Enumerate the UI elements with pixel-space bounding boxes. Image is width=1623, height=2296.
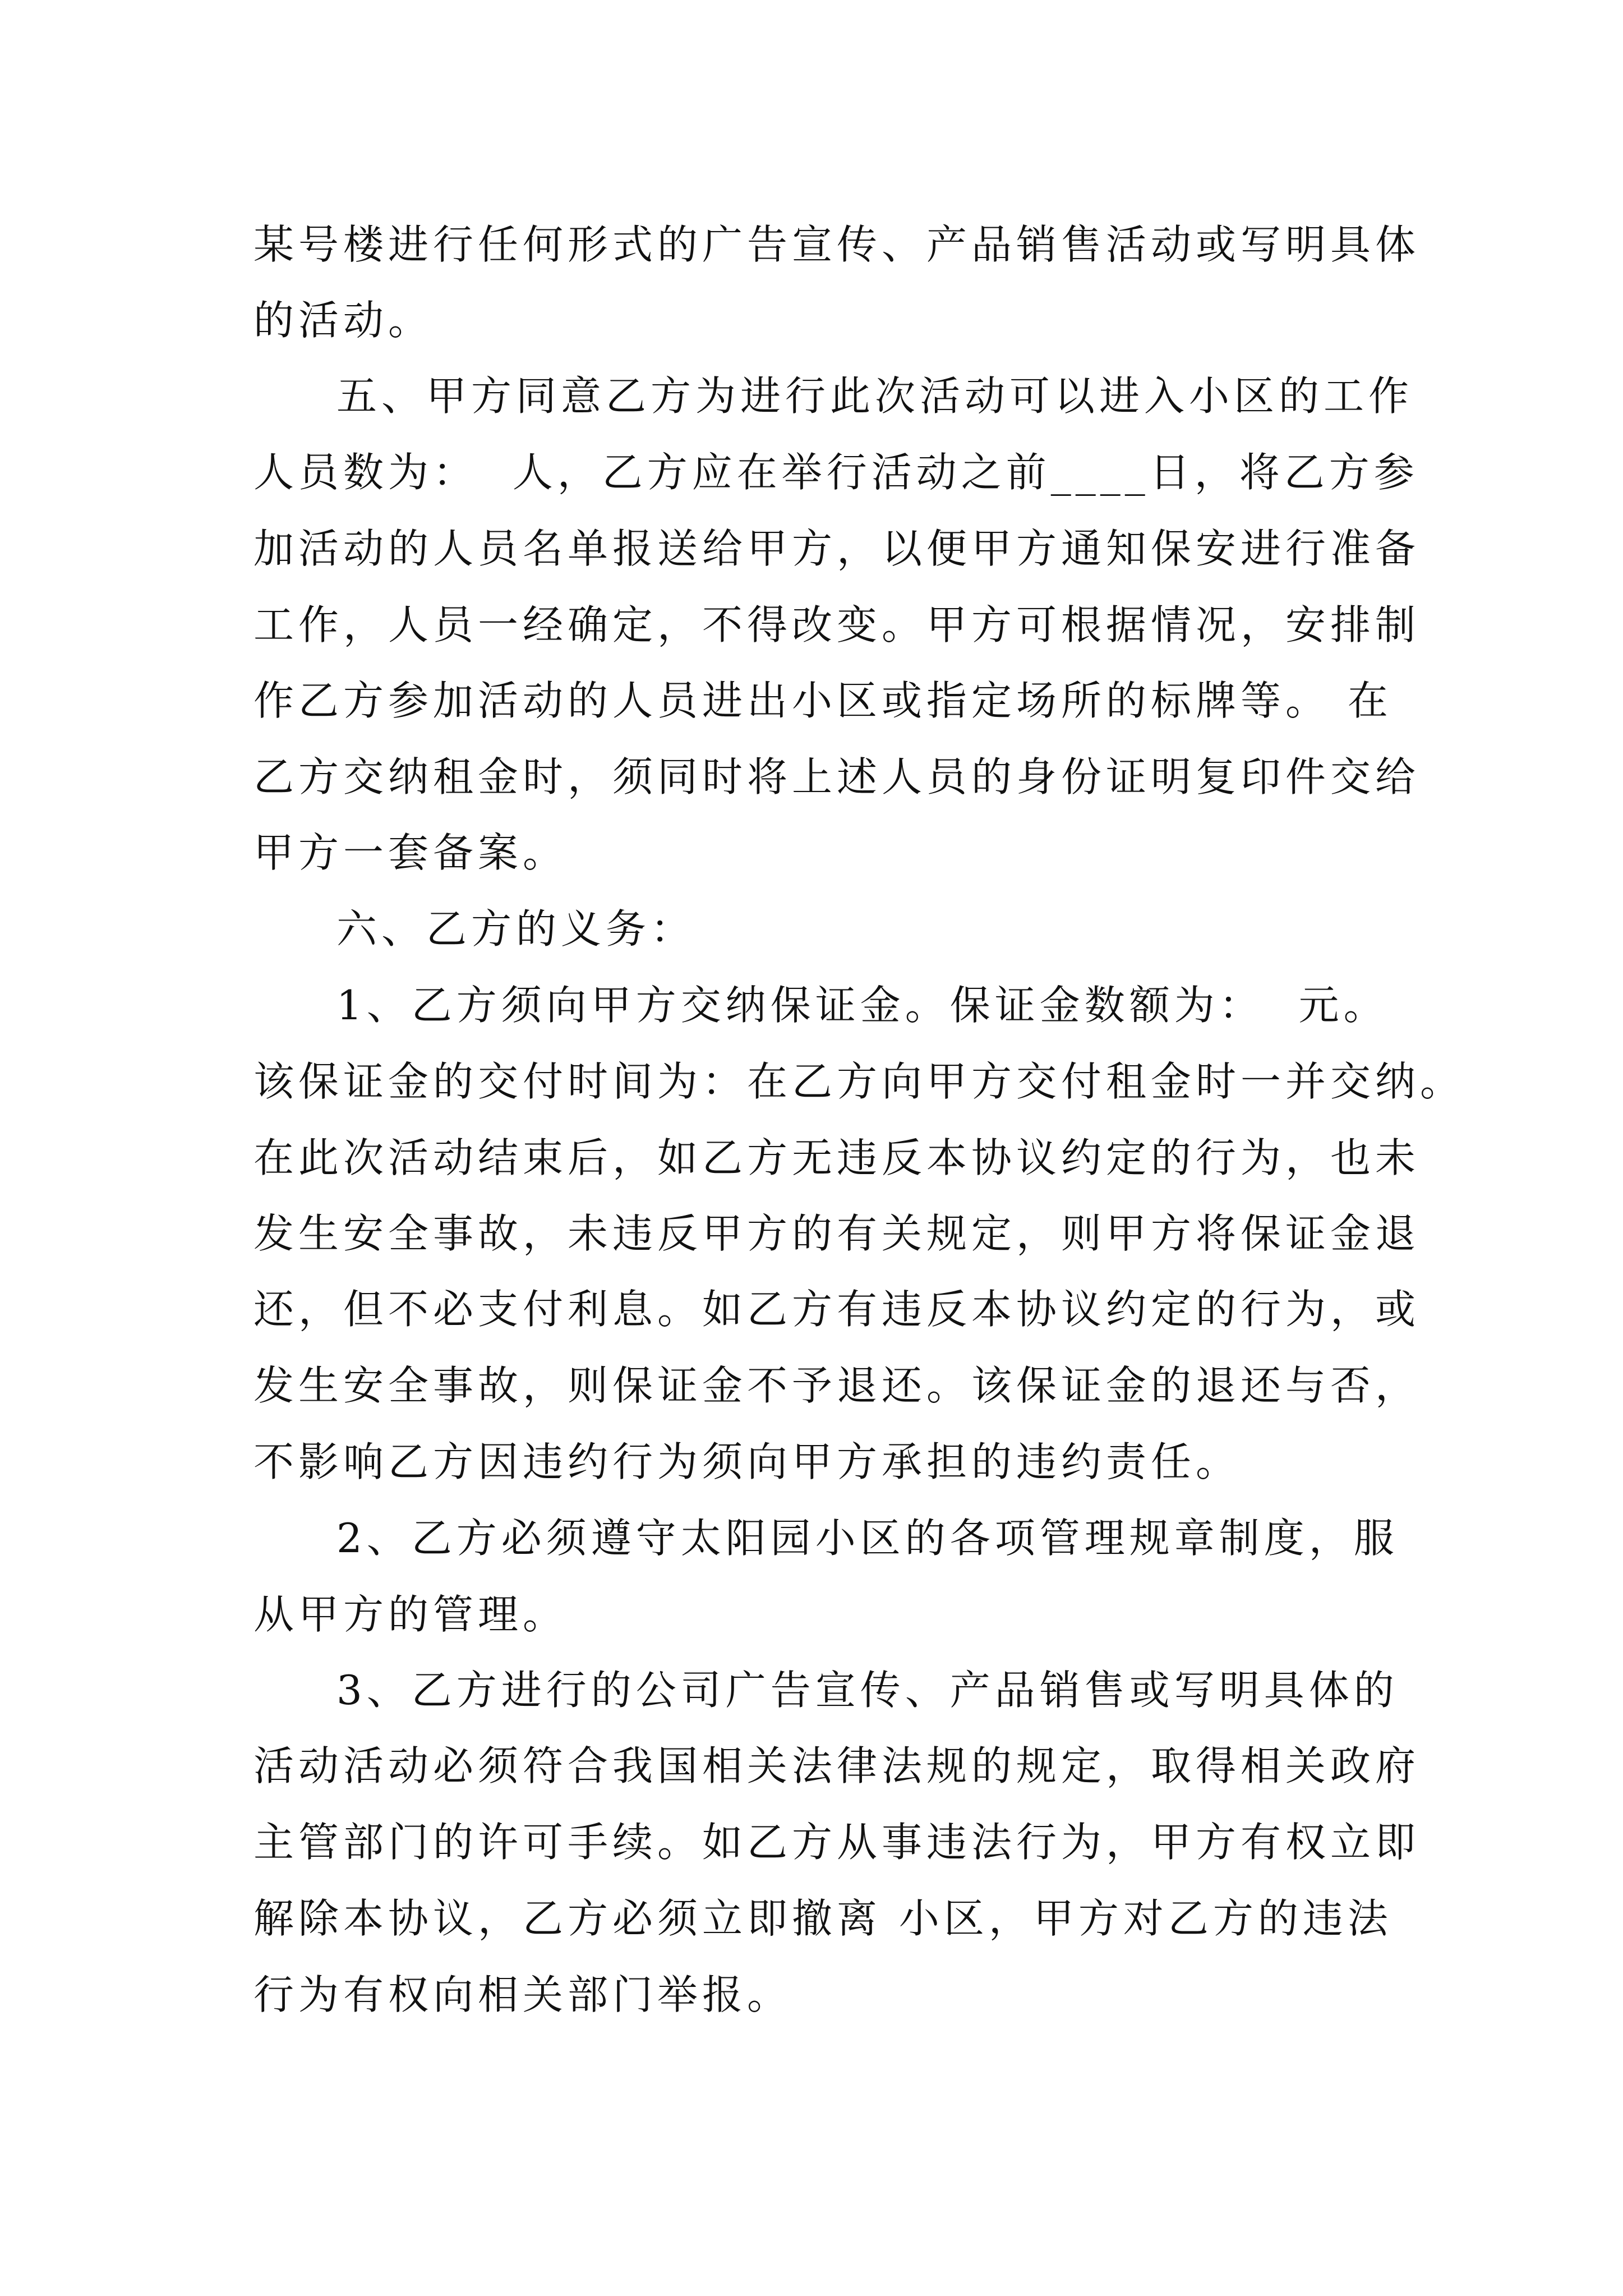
text-line: 从甲方的管理。 [253,1591,568,1638]
text-line: 解除本协议，乙方必须立即撤离 小区，甲方对乙方的违法 [253,1895,1393,1942]
text-line: 发生安全事故，则保证金不予退还。该保证金的退还与否， [253,1362,1421,1409]
text-line: 某号楼进行任何形式的广告宣传、产品销售活动或写明具体 [253,221,1421,268]
text-line: 活动活动必须符合我国相关法律法规的规定，取得相关政府 [253,1742,1421,1789]
text-line: 工作，人员一经确定，不得改变。甲方可根据情况，安排制 [253,601,1421,648]
text-line: 在此次活动结束后，如乙方无违反本协议约定的行为，也未 [253,1134,1421,1181]
text-line: 行为有权向相关部门举报。 [253,1971,792,2018]
text-line: 人员数为： 人，乙方应在举行活动之前____日，将乙方参 [253,449,1419,496]
text-line: 发生安全事故，未违反甲方的有关规定，则甲方将保证金退 [253,1210,1421,1257]
text-line: 的活动。 [253,297,434,344]
text-line: 还，但不必支付利息。如乙方有违反本协议约定的行为，或 [253,1286,1421,1333]
text-line: 作乙方参加活动的人员进出小区或指定场所的标牌等。 在 [253,677,1393,724]
text-line: 不影响乙方因违约行为须向甲方承担的违约责任。 [253,1438,1241,1485]
text-line: 甲方一套备案。 [253,829,568,876]
text-line: 加活动的人员名单报送给甲方，以便甲方通知保安进行准备 [253,525,1421,572]
text-line: 乙方交纳租金时，须同时将上述人员的身份证明复印件交给 [253,753,1421,800]
text-line: 六、乙方的义务： [336,905,696,953]
text-line: 3、乙方进行的公司广告宣传、产品销售或写明具体的 [336,1667,1399,1714]
text-line: 2、乙方必须遵守太阳园小区的各项管理规章制度，服 [336,1515,1399,1562]
text-line: 主管部门的许可手续。如乙方从事违法行为，甲方有权立即 [253,1819,1421,1866]
text-line: 该保证金的交付时间为：在乙方向甲方交付租金时一并交纳。 [253,1058,1465,1105]
text-line: 1、乙方须向甲方交纳保证金。保证金数额为： 元。 [336,982,1389,1029]
text-line: 五、甲方同意乙方为进行此次活动可以进入小区的工作 [336,372,1414,420]
